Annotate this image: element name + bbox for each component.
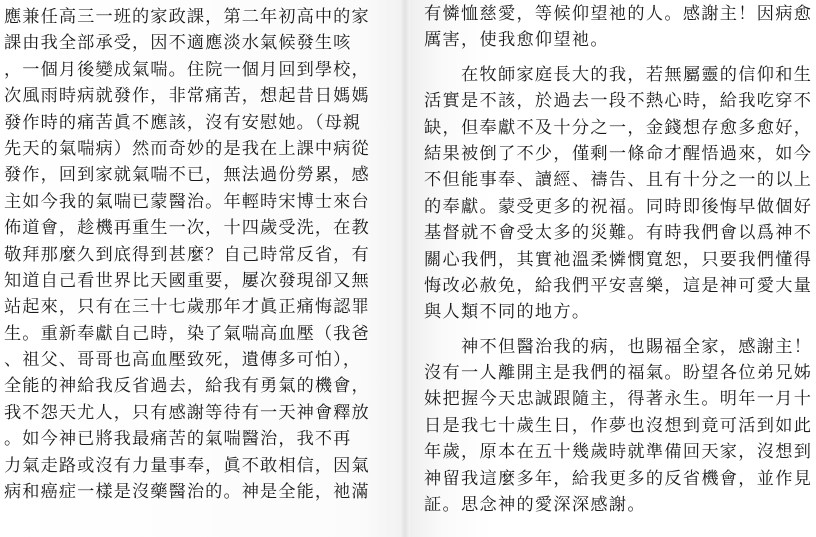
text-line: 知道自己看世界比天國重要，屢次發現卻又無 — [4, 270, 370, 291]
text-line: 課由我全部承受，因不適應淡水氣候發生咳 — [4, 33, 352, 54]
text-line: 基督就不會受太多的災難。有時我們會以爲神不 — [424, 223, 813, 244]
text-line: 的奉獻。蒙受更多的祝福。同時即後悔早做個好 — [424, 196, 813, 217]
text-line: 在牧師家庭長大的我，若無屬靈的信仰和生 — [424, 64, 813, 85]
text-line: 次風雨時病就發作，非常痛苦，想起昔日媽媽 — [4, 86, 370, 107]
text-line: 與人類不同的地方。 — [424, 302, 591, 323]
text-line: 站起來，只有在三十七歲那年才眞正痛悔認罪 — [4, 297, 370, 318]
text-line: 活實是不該，於過去一段不熱心時，給我吃穿不 — [424, 91, 813, 112]
text-line: 病和癌症一樣是沒藥醫治的。神是全能，祂滿 — [4, 482, 370, 503]
paragraph — [424, 334, 816, 519]
text-line: 先天的氣喘病）然而奇妙的是我在上課中病從 — [4, 138, 370, 159]
text-line: 發作，回到家就氣喘不已，無法過份勞累，感 — [4, 165, 370, 186]
text-line: 神留我這麼多年，給我更多的反省機會，並作見 — [424, 468, 813, 489]
text-line: 厲害，使我愈仰望祂。 — [424, 30, 609, 51]
text-line: 力氣走路或沒有力量事奉，眞不敢相信，因氣 — [4, 455, 370, 476]
text-line: 關心我們，其實祂溫柔憐憫寬恕，只要我們懂得 — [424, 249, 813, 270]
text-line: 悔改必赦免，給我們平安喜樂，這是神可愛大量 — [424, 275, 813, 296]
text-line: 佈道會，趁機再重生一次，十四歲受洗，在教 — [4, 218, 370, 239]
paragraph — [424, 1, 816, 54]
text-line: 、祖父、哥哥也高血壓致死，遺傳多可怕）， — [4, 350, 362, 371]
text-line: 妹把握今天忠誠跟隨主，得著永生。明年一月十 — [424, 389, 813, 410]
text-line: 有憐恤慈愛，等候仰望祂的人。感謝主！因病愈 — [424, 4, 813, 24]
text-line: 。如今神已將我最痛苦的氣喘醫治，我不再 — [4, 429, 352, 450]
left-page-text — [4, 4, 400, 505]
paragraph-gap — [424, 54, 816, 62]
paragraph — [424, 62, 816, 326]
text-line: 主如今我的氣喘已蒙醫治。年輕時宋博士來台 — [4, 191, 370, 212]
text-line: 生。重新奉獻自己時，染了氣喘高血壓（我爸 — [4, 323, 370, 344]
text-line: 証。思念神的愛深深感謝。 — [424, 495, 646, 516]
right-page — [410, 0, 816, 537]
text-line: 沒有一人離開主是我們的福氣。盼望各位弟兄姊 — [424, 363, 813, 384]
text-line: 神不但醫治我的病，也賜福全家，感謝主！ — [424, 336, 813, 357]
text-line: 年歲，原本在五十幾歲時就準備回天家，沒想到 — [424, 442, 813, 463]
text-line: 全能的神給我反省過去，給我有勇氣的機會， — [4, 376, 370, 397]
text-line: 不但能事奉、讀經、禱告、且有十分之一的以上 — [424, 170, 813, 191]
right-page-text — [424, 1, 816, 518]
text-line: 發作時的痛苦眞不應該，沒有安慰她。（母親 — [4, 112, 362, 133]
text-line: 結果被倒了不少，僅剩一條命才醒悟過來，如今 — [424, 143, 813, 164]
text-line: 缺，但奉獻不及十分之一，金錢想存愈多愈好， — [424, 117, 813, 138]
paragraph-gap — [424, 326, 816, 334]
text-line: 敬拜那麼久到底得到甚麼？自己時常反省，有 — [4, 244, 370, 265]
text-line: 應兼任高三一班的家政課，第二年初高中的家 — [4, 7, 370, 27]
text-line: 我不怨天尤人，只有感謝等待有一天神會釋放 — [4, 402, 370, 423]
left-page — [0, 0, 400, 537]
book-gutter — [400, 0, 410, 537]
text-line: ，一個月後變成氣喘。住院一個月回到學校， — [4, 59, 370, 80]
text-line: 日是我七十歲生日，作夢也沒想到竟可活到如此 — [424, 415, 813, 436]
